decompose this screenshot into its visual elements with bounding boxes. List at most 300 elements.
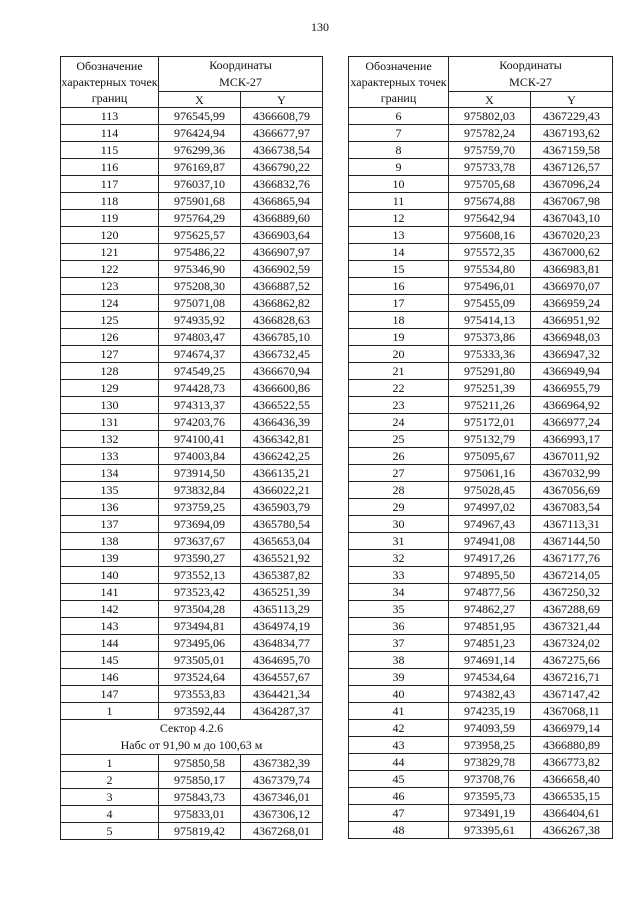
x-coordinate-cell: 974203,76 — [159, 414, 241, 431]
table-row — [61, 176, 323, 193]
y-coordinate-cell: 4367011,92 — [531, 448, 613, 465]
point-id-cell: 140 — [61, 567, 159, 584]
table-row — [349, 346, 613, 363]
y-coordinate-cell: 4366955,79 — [531, 380, 613, 397]
right-table-body — [349, 108, 613, 839]
y-coordinate-cell: 4367000,62 — [531, 244, 613, 261]
point-id-cell: 43 — [349, 737, 449, 754]
y-coordinate-cell: 4367068,11 — [531, 703, 613, 720]
y-coordinate-cell: 4366948,03 — [531, 329, 613, 346]
table-row — [349, 363, 613, 380]
point-id-cell: 1 — [61, 703, 159, 720]
y-coordinate-cell: 4366979,14 — [531, 720, 613, 737]
table-row — [349, 295, 613, 312]
coordinates-header — [159, 57, 323, 92]
coordinates-header — [449, 57, 613, 92]
y-coordinate-cell: 4367193,62 — [531, 125, 613, 142]
point-id-cell: 46 — [349, 788, 449, 805]
point-id-cell: 9 — [349, 159, 449, 176]
point-id-cell: 20 — [349, 346, 449, 363]
x-coordinate-cell: 973395,61 — [449, 822, 531, 839]
x-coordinate-cell: 974967,43 — [449, 516, 531, 533]
point-id-cell: 146 — [61, 669, 159, 686]
x-coordinate-cell: 974895,50 — [449, 567, 531, 584]
point-id-cell: 23 — [349, 397, 449, 414]
table-row — [349, 397, 613, 414]
x-coordinate-cell: 974941,08 — [449, 533, 531, 550]
y-coordinate-cell: 4366903,64 — [241, 227, 323, 244]
x-coordinate-cell: 975211,26 — [449, 397, 531, 414]
page-number: 130 — [311, 20, 329, 34]
point-id-cell: 18 — [349, 312, 449, 329]
y-coordinate-cell: 4366949,94 — [531, 363, 613, 380]
table-row — [61, 482, 323, 499]
y-coordinate-cell: 4366977,24 — [531, 414, 613, 431]
y-coordinate-cell: 4365521,92 — [241, 550, 323, 567]
x-coordinate-cell: 975028,45 — [449, 482, 531, 499]
table-row — [349, 227, 613, 244]
y-coordinate-cell: 4367147,42 — [531, 686, 613, 703]
point-id-cell: 15 — [349, 261, 449, 278]
point-id-cell: 136 — [61, 499, 159, 516]
x-coordinate-cell: 976037,10 — [159, 176, 241, 193]
y-coordinate-cell: 4366880,89 — [531, 737, 613, 754]
table-row — [61, 635, 323, 652]
point-id-cell: 116 — [61, 159, 159, 176]
point-id-cell: 44 — [349, 754, 449, 771]
point-id-cell: 122 — [61, 261, 159, 278]
table-row — [349, 312, 613, 329]
y-coordinate-cell: 4366951,92 — [531, 312, 613, 329]
table-row — [349, 465, 613, 482]
y-coordinate-cell: 4366970,07 — [531, 278, 613, 295]
y-coordinate-cell: 4367113,31 — [531, 516, 613, 533]
x-coordinate-cell: 975373,86 — [449, 329, 531, 346]
table-row — [349, 805, 613, 822]
table-row — [349, 329, 613, 346]
point-id-cell: 14 — [349, 244, 449, 261]
point-id-cell: 141 — [61, 584, 159, 601]
table-row — [349, 448, 613, 465]
point-id-cell: 118 — [61, 193, 159, 210]
y-coordinate-cell: 4367144,50 — [531, 533, 613, 550]
table-row — [61, 142, 323, 159]
x-coordinate-cell: 975572,35 — [449, 244, 531, 261]
y-coordinate-cell: 4367067,98 — [531, 193, 613, 210]
y-coordinate-cell: 4366887,52 — [241, 278, 323, 295]
y-coordinate-cell: 4365113,29 — [241, 601, 323, 618]
table-row — [349, 652, 613, 669]
table-row — [349, 635, 613, 652]
x-coordinate-cell: 975172,01 — [449, 414, 531, 431]
table-row — [61, 108, 323, 125]
y-coordinate-cell: 4366342,81 — [241, 431, 323, 448]
y-coordinate-cell: 4367159,58 — [531, 142, 613, 159]
x-coordinate-cell: 974382,43 — [449, 686, 531, 703]
x-coordinate-cell: 973914,50 — [159, 465, 241, 482]
point-id-cell: 144 — [61, 635, 159, 652]
x-coordinate-cell: 973504,28 — [159, 601, 241, 618]
point-id-cell: 28 — [349, 482, 449, 499]
point-id-cell: 38 — [349, 652, 449, 669]
table-row — [61, 618, 323, 635]
point-id-cell: 40 — [349, 686, 449, 703]
y-coordinate-cell: 4367250,32 — [531, 584, 613, 601]
table-row — [349, 550, 613, 567]
y-coordinate-cell: 4367382,39 — [241, 755, 323, 772]
point-id-cell: 48 — [349, 822, 449, 839]
y-coordinate-cell: 4366790,22 — [241, 159, 323, 176]
x-coordinate-cell: 975843,73 — [159, 789, 241, 806]
y-coordinate-cell: 4364695,70 — [241, 652, 323, 669]
point-id-cell: 1 — [61, 755, 159, 772]
x-coordinate-cell: 976424,94 — [159, 125, 241, 142]
point-id-cell: 41 — [349, 703, 449, 720]
table-row — [61, 789, 323, 806]
y-coordinate-cell: 4366436,39 — [241, 414, 323, 431]
table-row — [61, 380, 323, 397]
y-coordinate-cell: 4367096,24 — [531, 176, 613, 193]
y-coordinate-cell: 4367214,05 — [531, 567, 613, 584]
x-coordinate-cell: 975414,13 — [449, 312, 531, 329]
y-coordinate-cell: 4367324,02 — [531, 635, 613, 652]
y-coordinate-cell: 4366608,79 — [241, 108, 323, 125]
x-coordinate-cell: 973523,42 — [159, 584, 241, 601]
table-row — [61, 567, 323, 584]
table-row — [61, 159, 323, 176]
y-coordinate-cell: 4365653,04 — [241, 533, 323, 550]
x-coordinate-cell: 976299,36 — [159, 142, 241, 159]
x-coordinate-cell: 975346,90 — [159, 261, 241, 278]
y-coordinate-cell: 4366959,24 — [531, 295, 613, 312]
table-row — [349, 516, 613, 533]
y-coordinate-cell: 4366862,82 — [241, 295, 323, 312]
x-coordinate-cell: 975291,80 — [449, 363, 531, 380]
coordinates-label: Координаты — [209, 58, 272, 72]
y-coordinate-cell: 4367288,69 — [531, 601, 613, 618]
table-row — [349, 278, 613, 295]
x-coordinate-cell: 975733,78 — [449, 159, 531, 176]
x-coordinate-cell: 975642,94 — [449, 210, 531, 227]
y-coordinate-cell: 4366535,15 — [531, 788, 613, 805]
table-row — [349, 567, 613, 584]
point-id-cell: 147 — [61, 686, 159, 703]
x-coordinate-cell: 974534,64 — [449, 669, 531, 686]
point-id-cell: 120 — [61, 227, 159, 244]
x-coordinate-cell: 974862,27 — [449, 601, 531, 618]
table-row — [349, 822, 613, 839]
table-row — [61, 397, 323, 414]
table-row — [61, 584, 323, 601]
x-coordinate-cell: 974997,02 — [449, 499, 531, 516]
point-id-cell: 130 — [61, 397, 159, 414]
sector-title: Сектор 4.2.6 — [159, 721, 224, 735]
table-row — [61, 448, 323, 465]
x-coordinate-cell: 975850,17 — [159, 772, 241, 789]
sector-header-row — [61, 720, 323, 755]
table-row — [349, 261, 613, 278]
table-row — [61, 193, 323, 210]
point-id-cell: 127 — [61, 346, 159, 363]
point-id-cell: 17 — [349, 295, 449, 312]
y-coordinate-cell: 4367275,66 — [531, 652, 613, 669]
x-coordinate-cell: 975061,16 — [449, 465, 531, 482]
x-coordinate-cell: 973552,13 — [159, 567, 241, 584]
point-id-cell: 33 — [349, 567, 449, 584]
point-id-cell: 24 — [349, 414, 449, 431]
table-row — [61, 465, 323, 482]
x-coordinate-cell: 973491,19 — [449, 805, 531, 822]
y-coordinate-cell: 4366600,86 — [241, 380, 323, 397]
y-coordinate-cell: 4364557,67 — [241, 669, 323, 686]
table-row — [349, 142, 613, 159]
y-coordinate-cell: 4366658,40 — [531, 771, 613, 788]
sector-header — [61, 720, 323, 755]
sector-subtitle: Набс от 91,90 м до 100,63 м — [120, 738, 263, 752]
table-row — [61, 669, 323, 686]
point-id-cell: 39 — [349, 669, 449, 686]
x-coordinate-cell: 975132,79 — [449, 431, 531, 448]
point-id-cell: 30 — [349, 516, 449, 533]
x-coordinate-cell: 973694,09 — [159, 516, 241, 533]
point-id-cell: 32 — [349, 550, 449, 567]
y-coordinate-cell: 4367043,10 — [531, 210, 613, 227]
table-row — [349, 108, 613, 125]
x-coordinate-cell: 975759,70 — [449, 142, 531, 159]
y-coordinate-cell: 4367379,74 — [241, 772, 323, 789]
x-coordinate-cell: 975850,58 — [159, 755, 241, 772]
point-id-cell: 10 — [349, 176, 449, 193]
table-row — [349, 754, 613, 771]
point-id-cell: 139 — [61, 550, 159, 567]
table-row — [61, 686, 323, 703]
x-coordinate-cell: 973553,83 — [159, 686, 241, 703]
table-row — [61, 414, 323, 431]
x-coordinate-cell: 974674,37 — [159, 346, 241, 363]
point-id-cell: 45 — [349, 771, 449, 788]
table-row — [61, 431, 323, 448]
point-id-cell: 35 — [349, 601, 449, 618]
x-coordinate-cell: 975095,67 — [449, 448, 531, 465]
table-row — [61, 261, 323, 278]
point-id-cell: 114 — [61, 125, 159, 142]
x-column-header: X — [159, 92, 241, 108]
x-coordinate-cell: 975534,80 — [449, 261, 531, 278]
y-coordinate-cell: 4367020,23 — [531, 227, 613, 244]
x-coordinate-cell: 974235,19 — [449, 703, 531, 720]
x-coordinate-cell: 973592,44 — [159, 703, 241, 720]
y-coordinate-cell: 4367126,57 — [531, 159, 613, 176]
y-coordinate-cell: 4367306,12 — [241, 806, 323, 823]
point-id-cell: 25 — [349, 431, 449, 448]
x-coordinate-cell: 974691,14 — [449, 652, 531, 669]
table-row — [349, 771, 613, 788]
y-coordinate-cell: 4366993,17 — [531, 431, 613, 448]
y-coordinate-cell: 4364287,37 — [241, 703, 323, 720]
x-coordinate-cell: 973495,06 — [159, 635, 241, 652]
point-id-cell: 124 — [61, 295, 159, 312]
table-row — [349, 414, 613, 431]
x-coordinate-cell: 974428,73 — [159, 380, 241, 397]
table-row — [349, 482, 613, 499]
y-coordinate-cell: 4365387,82 — [241, 567, 323, 584]
y-column-header: Y — [531, 92, 613, 108]
table-row — [349, 703, 613, 720]
table-row — [349, 380, 613, 397]
table-row — [61, 227, 323, 244]
table-row — [61, 823, 323, 840]
y-coordinate-cell: 4366773,82 — [531, 754, 613, 771]
point-id-cell: 34 — [349, 584, 449, 601]
x-coordinate-cell: 974935,92 — [159, 312, 241, 329]
point-id-cell: 37 — [349, 635, 449, 652]
point-id-cell: 26 — [349, 448, 449, 465]
left-coordinates-table — [60, 56, 323, 840]
y-coordinate-cell: 4367032,99 — [531, 465, 613, 482]
table-row — [61, 125, 323, 142]
table-row — [349, 431, 613, 448]
x-coordinate-cell: 975782,24 — [449, 125, 531, 142]
point-id-cell: 123 — [61, 278, 159, 295]
x-coordinate-cell: 975333,36 — [449, 346, 531, 363]
table-row — [349, 669, 613, 686]
y-coordinate-cell: 4366785,10 — [241, 329, 323, 346]
point-id-cell: 7 — [349, 125, 449, 142]
point-id-cell: 137 — [61, 516, 159, 533]
y-coordinate-cell: 4366964,92 — [531, 397, 613, 414]
y-coordinate-cell: 4366828,63 — [241, 312, 323, 329]
x-coordinate-cell: 975802,03 — [449, 108, 531, 125]
point-id-cell: 3 — [61, 789, 159, 806]
point-id-cell: 129 — [61, 380, 159, 397]
point-id-cell: 47 — [349, 805, 449, 822]
designation-header: Обозначение характерных точек границ — [349, 57, 449, 108]
table-row — [61, 346, 323, 363]
point-id-cell: 119 — [61, 210, 159, 227]
y-coordinate-cell: 4366732,45 — [241, 346, 323, 363]
table-row — [349, 584, 613, 601]
point-id-cell: 128 — [61, 363, 159, 380]
point-id-cell: 131 — [61, 414, 159, 431]
table-row — [61, 533, 323, 550]
right-coordinates-table — [348, 56, 613, 839]
x-coordinate-cell: 973829,78 — [449, 754, 531, 771]
table-row — [349, 601, 613, 618]
point-id-cell: 31 — [349, 533, 449, 550]
table-row — [61, 806, 323, 823]
table-row — [61, 772, 323, 789]
point-id-cell: 12 — [349, 210, 449, 227]
point-id-cell: 16 — [349, 278, 449, 295]
y-coordinate-cell: 4367229,43 — [531, 108, 613, 125]
point-id-cell: 29 — [349, 499, 449, 516]
x-coordinate-cell: 975486,22 — [159, 244, 241, 261]
y-coordinate-cell: 4366022,21 — [241, 482, 323, 499]
x-coordinate-cell: 974100,41 — [159, 431, 241, 448]
coordinate-system-label: МСК-27 — [509, 75, 552, 89]
table-row — [61, 516, 323, 533]
x-coordinate-cell: 975833,01 — [159, 806, 241, 823]
table-row — [61, 312, 323, 329]
point-id-cell: 117 — [61, 176, 159, 193]
y-coordinate-cell: 4365251,39 — [241, 584, 323, 601]
y-coordinate-cell: 4367177,76 — [531, 550, 613, 567]
y-coordinate-cell: 4367268,01 — [241, 823, 323, 840]
point-id-cell: 8 — [349, 142, 449, 159]
point-id-cell: 22 — [349, 380, 449, 397]
point-id-cell: 2 — [61, 772, 159, 789]
table-row — [61, 244, 323, 261]
point-id-cell: 135 — [61, 482, 159, 499]
x-coordinate-cell: 974003,84 — [159, 448, 241, 465]
y-coordinate-cell: 4366404,61 — [531, 805, 613, 822]
table-row — [61, 652, 323, 669]
x-coordinate-cell: 974549,25 — [159, 363, 241, 380]
y-coordinate-cell: 4366670,94 — [241, 363, 323, 380]
point-id-cell: 13 — [349, 227, 449, 244]
y-coordinate-cell: 4367216,71 — [531, 669, 613, 686]
x-coordinate-cell: 975674,88 — [449, 193, 531, 210]
y-coordinate-cell: 4364974,19 — [241, 618, 323, 635]
y-coordinate-cell: 4366522,55 — [241, 397, 323, 414]
table-row — [349, 210, 613, 227]
x-coordinate-cell: 976545,99 — [159, 108, 241, 125]
y-coordinate-cell: 4366267,38 — [531, 822, 613, 839]
y-coordinate-cell: 4364834,77 — [241, 635, 323, 652]
x-coordinate-cell: 973494,81 — [159, 618, 241, 635]
point-id-cell: 143 — [61, 618, 159, 635]
x-coordinate-cell: 973832,84 — [159, 482, 241, 499]
table-row — [61, 278, 323, 295]
y-coordinate-cell: 4367346,01 — [241, 789, 323, 806]
y-coordinate-cell: 4367321,44 — [531, 618, 613, 635]
x-coordinate-cell: 975455,09 — [449, 295, 531, 312]
x-coordinate-cell: 973637,67 — [159, 533, 241, 550]
table-row — [349, 159, 613, 176]
x-coordinate-cell: 974877,56 — [449, 584, 531, 601]
point-id-cell: 126 — [61, 329, 159, 346]
x-coordinate-cell: 973958,25 — [449, 737, 531, 754]
y-coordinate-cell: 4366135,21 — [241, 465, 323, 482]
table-row — [349, 720, 613, 737]
x-coordinate-cell: 975251,39 — [449, 380, 531, 397]
x-coordinate-cell: 975071,08 — [159, 295, 241, 312]
y-coordinate-cell: 4365903,79 — [241, 499, 323, 516]
x-coordinate-cell: 973590,27 — [159, 550, 241, 567]
y-coordinate-cell: 4366832,76 — [241, 176, 323, 193]
table-row — [61, 329, 323, 346]
x-coordinate-cell: 975608,16 — [449, 227, 531, 244]
y-coordinate-cell: 4367056,69 — [531, 482, 613, 499]
coordinates-label: Координаты — [499, 58, 562, 72]
x-coordinate-cell: 973708,76 — [449, 771, 531, 788]
x-coordinate-cell: 975208,30 — [159, 278, 241, 295]
point-id-cell: 4 — [61, 806, 159, 823]
table-row — [61, 363, 323, 380]
y-coordinate-cell: 4366947,32 — [531, 346, 613, 363]
designation-header: Обозначение характерных точек границ — [61, 57, 159, 108]
y-coordinate-cell: 4364421,34 — [241, 686, 323, 703]
y-coordinate-cell: 4366242,25 — [241, 448, 323, 465]
point-id-cell: 36 — [349, 618, 449, 635]
point-id-cell: 27 — [349, 465, 449, 482]
table-row — [61, 295, 323, 312]
table-row — [61, 703, 323, 720]
table-row — [61, 755, 323, 772]
y-coordinate-cell: 4367083,54 — [531, 499, 613, 516]
y-coordinate-cell: 4365780,54 — [241, 516, 323, 533]
y-coordinate-cell: 4366677,97 — [241, 125, 323, 142]
